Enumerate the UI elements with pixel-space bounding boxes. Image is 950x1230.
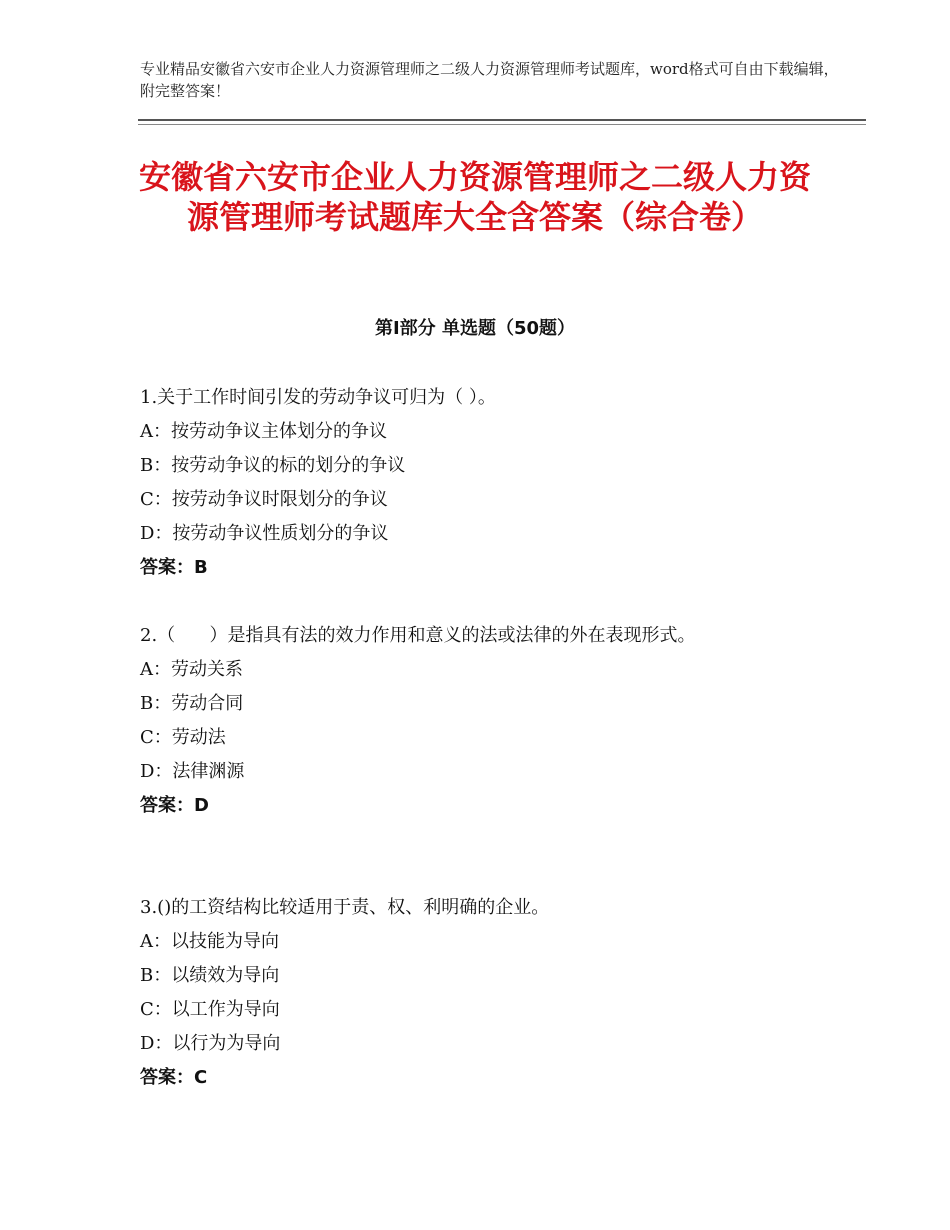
header-divider-thin xyxy=(138,124,866,125)
answer-line: 答案：C xyxy=(140,1067,208,1088)
question-block xyxy=(140,381,820,585)
option-a: A：以技能为导向 xyxy=(140,931,279,952)
section-title: 第Ⅰ部分 单选题（50题） xyxy=(374,318,575,339)
option-b: B：劳动合同 xyxy=(140,693,244,714)
question-stem: 2.（ ）是指具有法的效力作用和意义的法或法律的外在表现形式。 xyxy=(140,625,696,646)
option-a: A：劳动关系 xyxy=(140,659,243,680)
option-c: C：劳动法 xyxy=(140,727,226,748)
question-block xyxy=(140,891,820,1095)
header-divider xyxy=(138,119,866,121)
option-d: D：法律渊源 xyxy=(140,761,245,782)
document-title: 安徽省六安市企业人力资源管理师之二级人力资源管理师考试题库大全含答案（综合卷） xyxy=(138,158,811,236)
option-c: C：按劳动争议时限划分的争议 xyxy=(140,489,388,510)
header-note: 专业精品安徽省六安市企业人力资源管理师之二级人力资源管理师考试题库，word格式可自由下载编辑，附完整答案！ xyxy=(140,60,839,100)
option-a: A：按劳动争议主体划分的争议 xyxy=(140,421,387,442)
question-stem: 1.关于工作时间引发的劳动争议可归为（ ）。 xyxy=(140,387,496,408)
answer-line: 答案：B xyxy=(140,557,208,578)
question-stem: 3.()的工资结构比较适用于责、权、利明确的企业。 xyxy=(140,897,550,918)
question-block xyxy=(140,619,820,823)
option-d: D：以行为为导向 xyxy=(140,1033,281,1054)
option-d: D：按劳动争议性质划分的争议 xyxy=(140,523,389,544)
option-b: B：以绩效为导向 xyxy=(140,965,280,986)
answer-line: 答案：D xyxy=(140,795,209,816)
option-b: B：按劳动争议的标的划分的争议 xyxy=(140,455,406,476)
option-c: C：以工作为导向 xyxy=(140,999,280,1020)
